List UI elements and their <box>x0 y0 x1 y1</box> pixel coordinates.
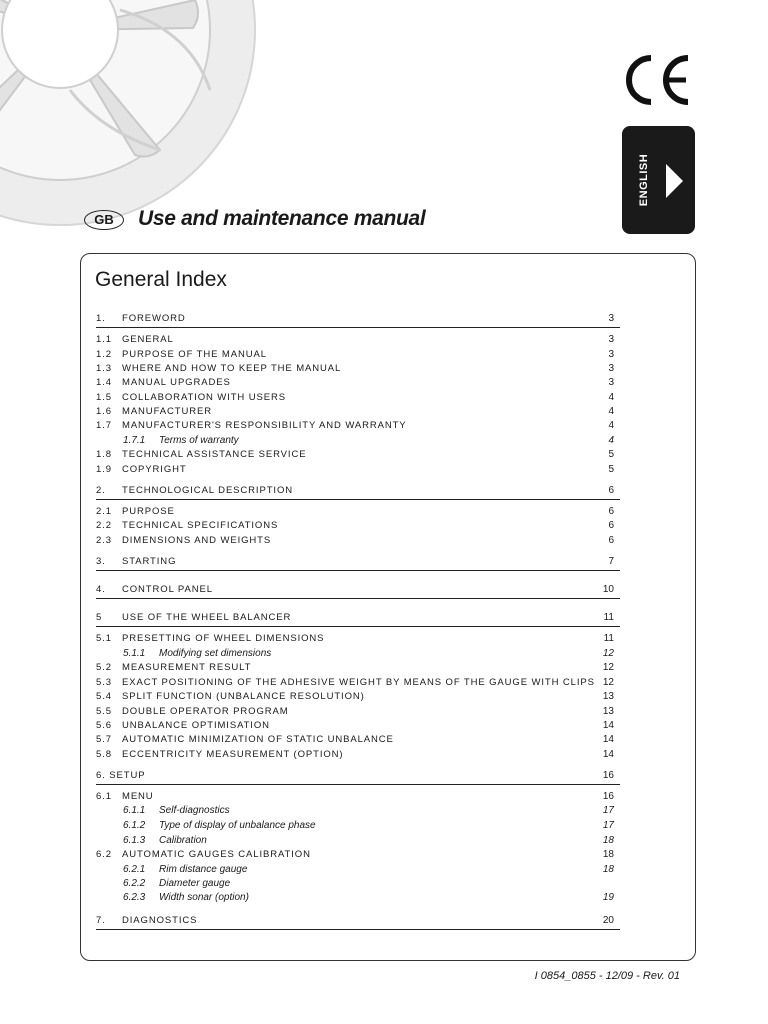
toc-page-number: 20 <box>602 915 614 926</box>
toc-subitem-row[interactable] <box>96 804 616 818</box>
toc-title: TECHNICAL SPECIFICATIONS <box>122 520 279 531</box>
toc-page-number: 3 <box>608 377 614 388</box>
toc-title: Width sonar (option) <box>159 892 249 903</box>
wheel-illustration <box>0 0 260 230</box>
toc-title: DIMENSIONS AND WEIGHTS <box>122 535 272 546</box>
toc-page-number: 6 <box>608 506 614 517</box>
toc-title: EXACT POSITIONING OF THE ADHESIVE WEIGHT BY MEANS OF THE GAUGE WITH CLIPS <box>122 677 595 688</box>
toc-number: 6.2 <box>96 849 112 860</box>
toc-item-row[interactable] <box>96 519 616 533</box>
toc-number: 1.7.1 <box>123 435 146 446</box>
toc-page-number: 12 <box>602 648 614 659</box>
toc-page-number: 6 <box>608 535 614 546</box>
toc-title: CONTROL PANEL <box>122 584 213 595</box>
toc-page-number: 16 <box>602 770 614 781</box>
toc-title: FOREWORD <box>122 313 186 324</box>
toc-title: PURPOSE OF THE MANUAL <box>122 349 267 360</box>
toc-title: USE OF THE WHEEL BALANCER <box>122 612 292 623</box>
toc-title: PRESETTING OF WHEEL DIMENSIONS <box>122 633 325 644</box>
toc-page-number: 4 <box>608 435 614 446</box>
toc-page-number: 4 <box>608 392 614 403</box>
toc-title: MEASUREMENT RESULT <box>122 662 252 673</box>
toc-page-number: 3 <box>608 313 614 324</box>
toc-number: 1.5 <box>96 392 112 403</box>
toc-title: DIAGNOSTICS <box>122 915 198 926</box>
toc-page-number: 6 <box>608 520 614 531</box>
toc-page-number: 16 <box>602 791 614 802</box>
toc-item-row[interactable] <box>96 348 616 362</box>
toc-page-number: 14 <box>602 749 614 760</box>
toc-page-number: 12 <box>602 662 614 673</box>
toc-title: SPLIT FUNCTION (UNBALANCE RESOLUTION) <box>122 691 365 702</box>
toc-number: 2. <box>96 485 106 496</box>
toc-number: 6.2.3 <box>123 892 146 903</box>
toc-subitem-row[interactable] <box>96 863 616 877</box>
toc-number: 6.2.2 <box>123 878 146 889</box>
toc-title: TECHNICAL ASSISTANCE SERVICE <box>122 449 307 460</box>
toc-page-number: 10 <box>602 584 614 595</box>
toc-number: 1.1 <box>96 334 112 345</box>
toc-title: MANUFACTURER <box>122 406 212 417</box>
toc-title: DOUBLE OPERATOR PROGRAM <box>122 706 289 717</box>
toc-page-number: 5 <box>608 464 614 475</box>
toc-section-row[interactable] <box>96 914 620 930</box>
toc-title: UNBALANCE OPTIMISATION <box>122 720 270 731</box>
toc-page-number: 13 <box>602 691 614 702</box>
toc-item-row[interactable] <box>96 391 616 405</box>
toc-item-row[interactable] <box>96 419 616 433</box>
toc-number: 1.8 <box>96 449 112 460</box>
toc-title: GENERAL <box>122 334 174 345</box>
toc-item-row[interactable] <box>96 333 616 347</box>
toc-subitem-row[interactable] <box>96 834 616 848</box>
ce-mark-icon <box>624 54 692 106</box>
toc-title: MANUAL UPGRADES <box>122 377 231 388</box>
toc-number: 2.2 <box>96 520 112 531</box>
toc-number: 5.7 <box>96 734 112 745</box>
toc-number: 5 <box>96 612 103 623</box>
toc-page-number: 5 <box>608 449 614 460</box>
toc-title: Diameter gauge <box>159 878 231 889</box>
toc-title: WHERE AND HOW TO KEEP THE MANUAL <box>122 363 342 374</box>
toc-title: Calibration <box>159 835 207 846</box>
toc-item-row[interactable] <box>96 448 616 462</box>
toc-page-number: 3 <box>608 334 614 345</box>
toc-title: STARTING <box>122 556 177 567</box>
toc-page-number: 18 <box>602 849 614 860</box>
toc-number: 4. <box>96 584 106 595</box>
toc-title: 6. SETUP <box>96 770 146 781</box>
toc-title: ECCENTRICITY MEASUREMENT (OPTION) <box>122 749 344 760</box>
document-reference: I 0854_0855 - 12/09 - Rev. 01 <box>534 970 680 982</box>
toc-page-number: 19 <box>602 892 614 903</box>
toc-item-row[interactable] <box>96 505 616 519</box>
toc-item-row[interactable] <box>96 534 616 548</box>
toc-page-number: 11 <box>603 612 614 623</box>
toc-item-row[interactable] <box>96 790 616 804</box>
toc-number: 2.1 <box>96 506 112 517</box>
toc-number: 5.1.1 <box>123 648 146 659</box>
toc-page-number: 3 <box>608 363 614 374</box>
toc-number: 6.1.1 <box>123 805 146 816</box>
toc-item-row[interactable] <box>96 748 616 762</box>
toc-item-row[interactable] <box>96 661 616 675</box>
toc-title: Modifying set dimensions <box>159 648 272 659</box>
toc-item-row[interactable] <box>96 405 616 419</box>
toc-item-row[interactable] <box>96 690 616 704</box>
toc-section-row[interactable] <box>96 484 620 500</box>
toc-title: COPYRIGHT <box>122 464 187 475</box>
toc-item-row[interactable] <box>96 719 616 733</box>
toc-number: 5.4 <box>96 691 112 702</box>
toc-title: MANUFACTURER'S RESPONSIBILITY AND WARRANTY <box>122 420 407 431</box>
toc-subitem-row[interactable] <box>96 819 616 833</box>
toc-title: Rim distance gauge <box>159 864 248 875</box>
index-heading: General Index <box>95 268 227 291</box>
toc-page-number: 18 <box>602 864 614 875</box>
toc-page-number: 3 <box>608 349 614 360</box>
toc-subitem-row[interactable] <box>96 877 616 891</box>
toc-number: 1.9 <box>96 464 112 475</box>
toc-subitem-row[interactable] <box>96 434 616 448</box>
toc-page-number: 17 <box>602 805 614 816</box>
toc-item-row[interactable] <box>96 676 616 690</box>
toc-page-number: 18 <box>602 835 614 846</box>
toc-page-number: 13 <box>602 706 614 717</box>
toc-number: 1.7 <box>96 420 112 431</box>
toc-section-row[interactable] <box>96 769 620 785</box>
toc-title: AUTOMATIC MINIMIZATION OF STATIC UNBALANCE <box>122 734 394 745</box>
toc-number: 1.6 <box>96 406 112 417</box>
toc-title: Self-diagnostics <box>159 805 230 816</box>
arrow-right-icon <box>666 164 683 198</box>
toc-page-number: 14 <box>602 720 614 731</box>
toc-item-row[interactable] <box>96 733 616 747</box>
toc-section-row[interactable] <box>96 611 620 627</box>
toc-title: Terms of warranty <box>159 435 239 446</box>
toc-subitem-row[interactable] <box>96 891 616 905</box>
toc-number: 1.2 <box>96 349 112 360</box>
toc-number: 1.4 <box>96 377 112 388</box>
toc-title: MENU <box>122 791 154 802</box>
language-tab[interactable] <box>622 126 695 234</box>
toc-number: 5.8 <box>96 749 112 760</box>
toc-page-number: 11 <box>603 633 614 644</box>
toc-number: 6.1 <box>96 791 112 802</box>
toc-number: 1. <box>96 313 106 324</box>
toc-number: 5.5 <box>96 706 112 717</box>
toc-number: 6.2.1 <box>123 864 146 875</box>
toc-number: 6.1.2 <box>123 820 146 831</box>
toc-page-number: 4 <box>608 406 614 417</box>
toc-section-row[interactable] <box>96 555 620 571</box>
toc-number: 5.2 <box>96 662 112 673</box>
manual-title: Use and maintenance manual <box>138 207 426 230</box>
toc-item-row[interactable] <box>96 376 616 390</box>
toc-item-row[interactable] <box>96 362 616 376</box>
toc-number: 5.3 <box>96 677 112 688</box>
language-label: ENGLISH <box>638 153 650 207</box>
toc-number: 7. <box>96 915 106 926</box>
toc-title: COLLABORATION WITH USERS <box>122 392 286 403</box>
toc-page-number: 4 <box>608 420 614 431</box>
toc-section-row[interactable] <box>96 312 620 328</box>
toc-title: AUTOMATIC GAUGES CALIBRATION <box>122 849 311 860</box>
toc-subitem-row[interactable] <box>96 647 616 661</box>
toc-item-row[interactable] <box>96 705 616 719</box>
toc-title: Type of display of unbalance phase <box>159 820 316 831</box>
toc-page-number: 14 <box>602 734 614 745</box>
toc-number: 2.3 <box>96 535 112 546</box>
toc-page-number: 12 <box>602 677 614 688</box>
toc-number: 3. <box>96 556 106 567</box>
country-badge: GB <box>84 210 124 230</box>
toc-item-row[interactable] <box>96 463 616 477</box>
toc-page-number: 17 <box>602 820 614 831</box>
toc-section-row[interactable] <box>96 583 620 599</box>
toc-page-number: 6 <box>608 485 614 496</box>
toc-item-row[interactable] <box>96 632 616 646</box>
toc-number: 6.1.3 <box>123 835 146 846</box>
toc-item-row[interactable] <box>96 848 616 862</box>
toc-number: 5.6 <box>96 720 112 731</box>
toc-number: 5.1 <box>96 633 112 644</box>
toc-number: 1.3 <box>96 363 112 374</box>
toc-page-number: 7 <box>608 556 614 567</box>
toc-title: PURPOSE <box>122 506 175 517</box>
toc-title: TECHNOLOGICAL DESCRIPTION <box>122 485 294 496</box>
